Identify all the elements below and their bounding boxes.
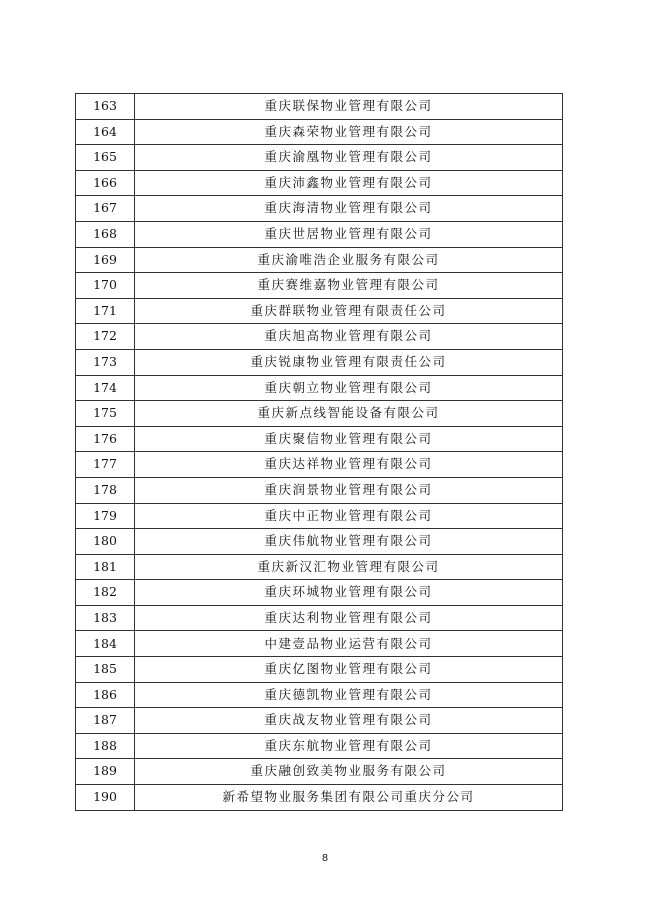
table-row [76,196,563,222]
table-row [76,349,563,375]
table-row [76,145,563,171]
table-row [76,503,563,529]
table-row [76,554,563,580]
company-name-cell: 重庆达利物业管理有限公司 [135,605,563,631]
table-row [76,605,563,631]
table-row [76,375,563,401]
company-list-table [75,93,563,811]
table-row [76,273,563,299]
row-number-cell: 185 [76,657,135,683]
row-number-cell: 169 [76,247,135,273]
page-number: 8 [321,853,329,864]
company-name-cell: 重庆沛鑫物业管理有限公司 [135,170,563,196]
row-number-cell: 167 [76,196,135,222]
row-number-cell: 183 [76,605,135,631]
company-name-cell: 重庆赛维嘉物业管理有限公司 [135,273,563,299]
row-number-cell: 190 [76,785,135,811]
company-name-cell: 重庆朝立物业管理有限公司 [135,375,563,401]
company-name-cell: 重庆德凯物业管理有限公司 [135,682,563,708]
company-name-cell: 重庆世居物业管理有限公司 [135,221,563,247]
row-number-cell: 170 [76,273,135,299]
row-number-cell: 178 [76,477,135,503]
row-number-cell: 189 [76,759,135,785]
table-row [76,324,563,350]
company-name-cell: 重庆新汉汇物业管理有限公司 [135,554,563,580]
company-name-cell: 重庆东航物业管理有限公司 [135,733,563,759]
table-row [76,477,563,503]
company-name-cell: 重庆渝凰物业管理有限公司 [135,145,563,171]
company-name-cell: 重庆新点线智能设备有限公司 [135,401,563,427]
company-name-cell: 重庆战友物业管理有限公司 [135,708,563,734]
company-name-cell: 重庆联保物业管理有限公司 [135,94,563,120]
row-number-cell: 168 [76,221,135,247]
row-number-cell: 182 [76,580,135,606]
company-name-cell: 重庆森荣物业管理有限公司 [135,119,563,145]
company-name-cell: 中建壹品物业运营有限公司 [135,631,563,657]
row-number-cell: 179 [76,503,135,529]
row-number-cell: 171 [76,298,135,324]
company-name-cell: 重庆融创致美物业服务有限公司 [135,759,563,785]
table-row [76,119,563,145]
row-number-cell: 177 [76,452,135,478]
table-row [76,170,563,196]
table-row [76,401,563,427]
row-number-cell: 166 [76,170,135,196]
row-number-cell: 163 [76,94,135,120]
table-row [76,247,563,273]
table-row [76,298,563,324]
table-row [76,682,563,708]
row-number-cell: 174 [76,375,135,401]
company-name-cell: 重庆渝唯浩企业服务有限公司 [135,247,563,273]
table-row [76,426,563,452]
row-number-cell: 180 [76,529,135,555]
company-name-cell: 重庆聚信物业管理有限公司 [135,426,563,452]
row-number-cell: 173 [76,349,135,375]
row-number-cell: 176 [76,426,135,452]
table-row [76,657,563,683]
row-number-cell: 186 [76,682,135,708]
row-number-cell: 181 [76,554,135,580]
table-row [76,580,563,606]
row-number-cell: 164 [76,119,135,145]
company-name-cell: 重庆旭高物业管理有限公司 [135,324,563,350]
company-name-cell: 重庆群联物业管理有限责任公司 [135,298,563,324]
company-name-cell: 重庆伟航物业管理有限公司 [135,529,563,555]
company-name-cell: 重庆亿图物业管理有限公司 [135,657,563,683]
row-number-cell: 188 [76,733,135,759]
table-row [76,631,563,657]
company-name-cell: 重庆中正物业管理有限公司 [135,503,563,529]
company-name-cell: 重庆达祥物业管理有限公司 [135,452,563,478]
company-name-cell: 新希望物业服务集团有限公司重庆分公司 [135,785,563,811]
company-name-cell: 重庆环城物业管理有限公司 [135,580,563,606]
row-number-cell: 175 [76,401,135,427]
table-row [76,785,563,811]
table-body [76,94,563,811]
row-number-cell: 165 [76,145,135,171]
company-name-cell: 重庆润景物业管理有限公司 [135,477,563,503]
company-name-cell: 重庆海清物业管理有限公司 [135,196,563,222]
table-row [76,452,563,478]
table-row [76,733,563,759]
row-number-cell: 187 [76,708,135,734]
company-name-cell: 重庆锐康物业管理有限责任公司 [135,349,563,375]
table-row [76,221,563,247]
table-row [76,529,563,555]
row-number-cell: 172 [76,324,135,350]
table-row [76,708,563,734]
table-row [76,94,563,120]
table-row [76,759,563,785]
row-number-cell: 184 [76,631,135,657]
